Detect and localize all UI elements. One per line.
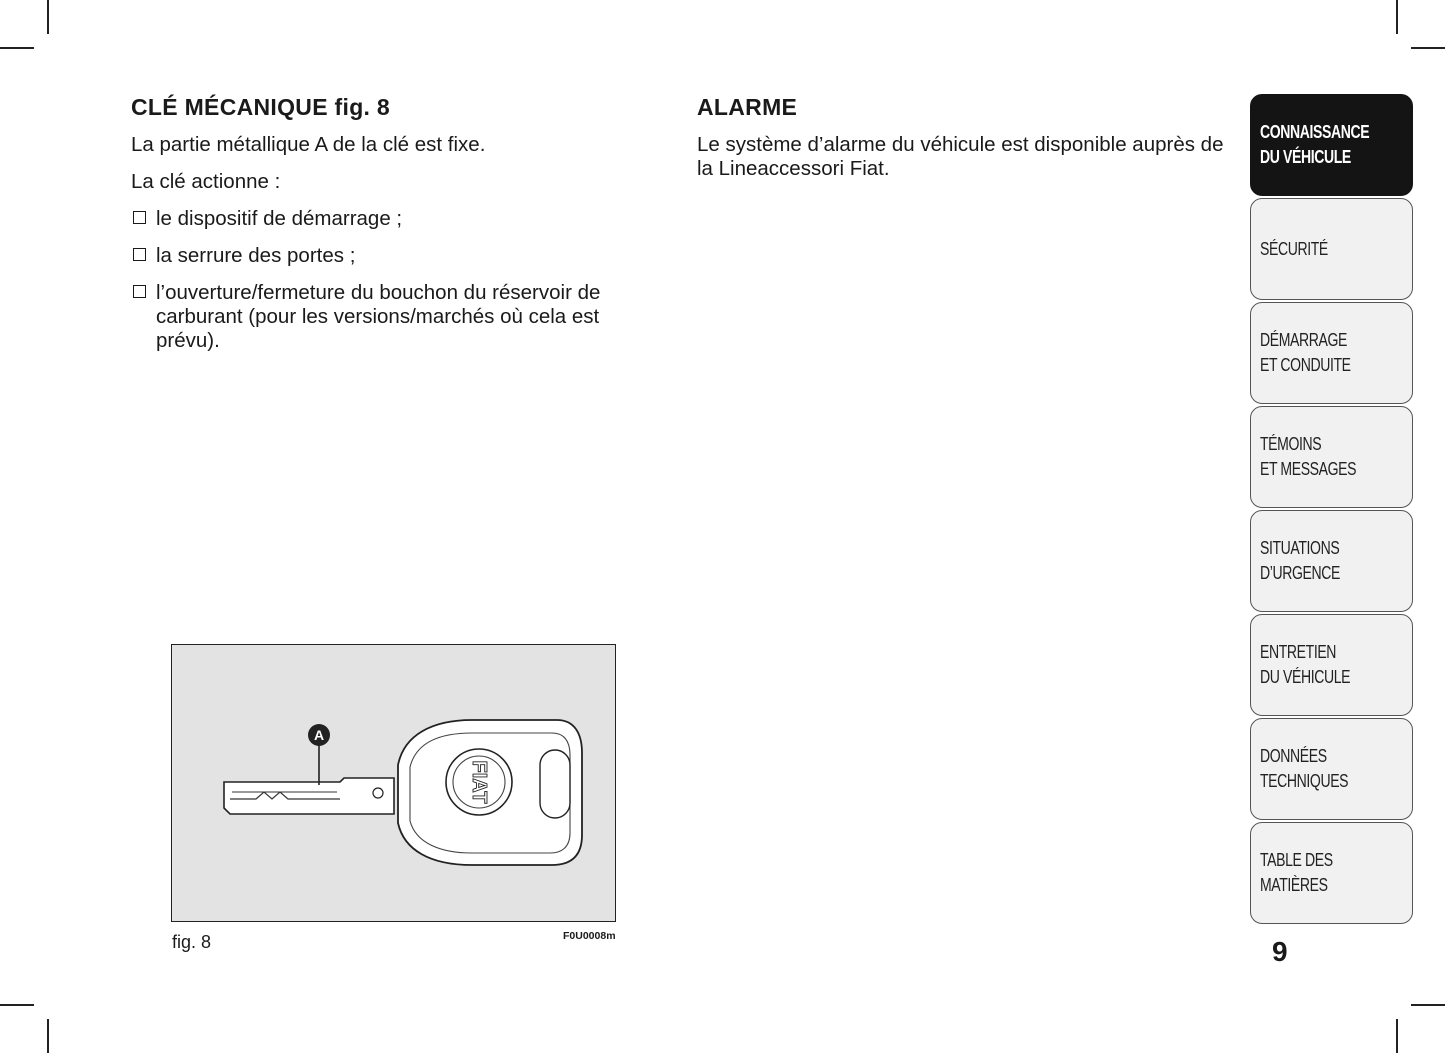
crop-mark bbox=[1396, 1019, 1398, 1053]
tab-table-des-matieres[interactable] bbox=[1250, 822, 1413, 924]
section-heading-cle-mecanique: CLÉ MÉCANIQUE fig. 8 bbox=[131, 94, 391, 120]
tab-entretien-du-vehicule[interactable] bbox=[1250, 614, 1413, 716]
paragraph: La partie métallique A de la clé est fixe. bbox=[131, 133, 486, 156]
tab-label: SITUATIONS D’URGENCE bbox=[1260, 538, 1340, 583]
tab-label: TÉMOINS ET MESSAGES bbox=[1260, 434, 1357, 479]
tab-securite[interactable] bbox=[1250, 198, 1413, 300]
figure-caption: fig. 8 bbox=[172, 932, 212, 952]
figure-code: F0U0008m bbox=[563, 930, 616, 942]
remote-button-icon bbox=[540, 750, 570, 818]
paragraph: Le système d’alarme du véhicule est disponible auprès de la Lineaccessori Fiat. bbox=[697, 133, 1224, 180]
tab-situations-d-urgence[interactable] bbox=[1250, 510, 1413, 612]
bullet-item: le dispositif de démarrage ; bbox=[131, 207, 671, 231]
crop-mark bbox=[1411, 1004, 1445, 1006]
crop-mark bbox=[1396, 0, 1398, 34]
bullet-item: l’ouverture/fermeture du bouchon du réservoir de carburant (pour les versions/marchés où cela est prévu). bbox=[131, 281, 666, 353]
tab-label: SÉCURITÉ bbox=[1260, 238, 1328, 259]
tab-demarrage-et-conduite[interactable] bbox=[1250, 302, 1413, 404]
figure-key-illustration bbox=[171, 644, 616, 922]
crop-mark bbox=[0, 1004, 34, 1006]
tab-label: TABLE DES MATIÈRES bbox=[1260, 850, 1333, 895]
crop-mark bbox=[1411, 47, 1445, 49]
paragraph: La clé actionne : bbox=[131, 170, 281, 193]
crop-mark bbox=[47, 0, 49, 34]
tab-label: CONNAISSANCE DU VÉHICULE bbox=[1260, 122, 1370, 167]
logo-text: FIAT bbox=[468, 760, 490, 804]
key-illustration bbox=[172, 645, 614, 920]
tab-label: DÉMARRAGE ET CONDUITE bbox=[1260, 330, 1351, 375]
tab-donnees-techniques[interactable] bbox=[1250, 718, 1413, 820]
crop-mark bbox=[47, 1019, 49, 1053]
tab-temoins-et-messages[interactable] bbox=[1250, 406, 1413, 508]
left-column bbox=[131, 94, 671, 366]
callout-a-label: A bbox=[313, 727, 325, 743]
tab-connaissance-du-vehicule[interactable] bbox=[1250, 94, 1413, 196]
tab-label: ENTRETIEN DU VÉHICULE bbox=[1260, 642, 1351, 687]
section-heading-alarme: ALARME bbox=[697, 94, 798, 120]
page-number: 9 bbox=[1272, 936, 1288, 967]
crop-mark bbox=[0, 47, 34, 49]
right-column bbox=[697, 94, 1237, 194]
bullet-item: la serrure des portes ; bbox=[131, 244, 671, 268]
tab-label: DONNÉES TECHNIQUES bbox=[1260, 746, 1349, 791]
